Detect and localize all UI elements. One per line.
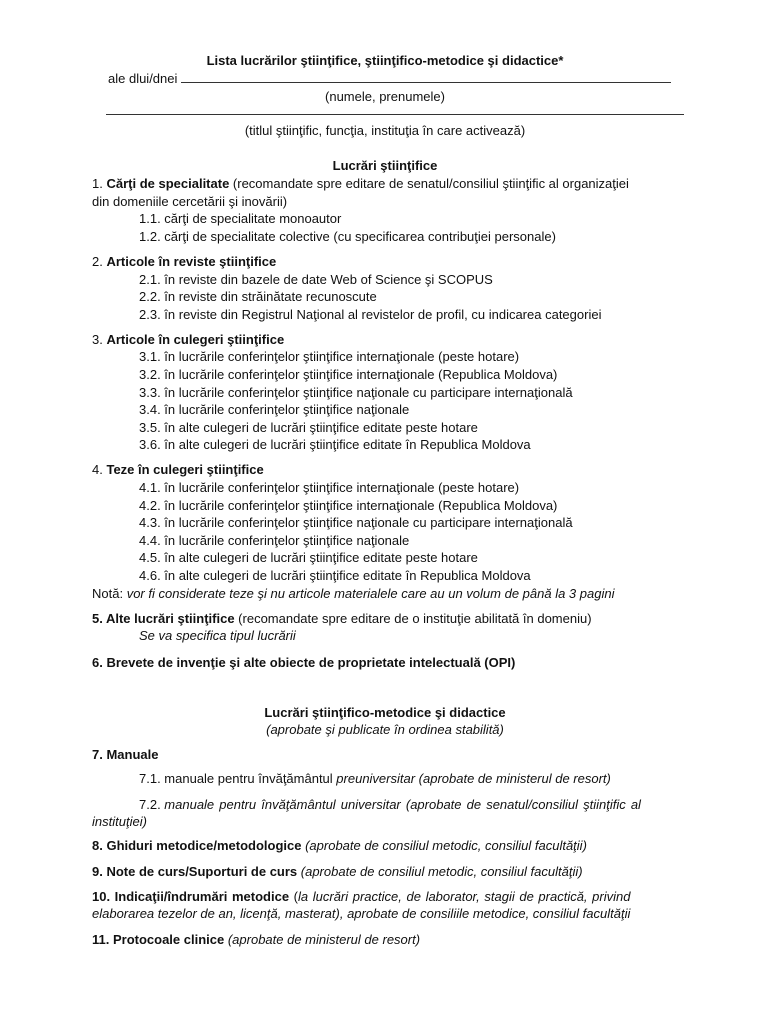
document-title: Lista lucrărilor ştiinţifice, ştiinţifico-metodice şi didactice* (206, 53, 564, 68)
name-caption: (numele, prenumele) (325, 89, 445, 104)
item-2-title: Articole în reviste ştiinţifice (106, 254, 277, 269)
section-heading-methodical: Lucrări ştiinţifico-metodice şi didactice (264, 705, 506, 720)
item-4 (92, 462, 700, 478)
item-9-title: 9. Note de curs/Suporturi de curs (92, 864, 298, 879)
item-4-number: 4. (92, 462, 103, 477)
item-10-title: 10. Indicaţii/îndrumări metodice (92, 889, 290, 904)
item-2-number: 2. (92, 254, 103, 269)
item-8-desc: (aprobate de consiliul metodic, consiliul facultăţii) (301, 838, 587, 853)
item-3-sub-1: 3.1. în lucrările conferinţelor ştiinţifice internaţionale (peste hotare) (139, 349, 520, 364)
item-2-sub-2: 2.2. în reviste din străinătate recunoscute (139, 289, 377, 304)
title-caption: (titlul ştiinţific, funcţia, instituţia în care activează) (244, 123, 526, 138)
name-blank-line (181, 71, 671, 83)
section-subheading-methodical: (aprobate şi publicate în ordinea stabilită) (266, 722, 504, 737)
item-7-sub-2 (139, 797, 698, 813)
item-1-desc: (recomandate spre editare de senatul/consiliul ştiinţific al organizaţiei (229, 176, 629, 191)
item-1-desc-cont: din domeniile cercetării şi inovării) (92, 194, 288, 209)
item-7-sub-1 (139, 771, 730, 787)
name-line (108, 71, 770, 87)
item-4-note (92, 586, 700, 602)
item-4-sub-3: 4.3. în lucrările conferinţelor ştiinţifice naţionale cu participare internaţională (139, 515, 573, 530)
item-1-number: 1. (92, 176, 103, 191)
item-5-title: 5. Alte lucrări ştiinţifice (92, 611, 235, 626)
item-4-title: Teze în culegeri ştiinţifice (106, 462, 264, 477)
name-prefix: ale dlui/dnei (108, 71, 178, 86)
item-5 (92, 611, 700, 627)
item-4-sub-1: 4.1. în lucrările conferinţelor ştiinţifice internaţionale (peste hotare) (139, 480, 520, 495)
item-10 (92, 889, 698, 905)
item-3-sub-6: 3.6. în alte culegeri de lucrări ştiinţifice editate în Republica Moldova (139, 437, 531, 452)
item-2-sub-1: 2.1. în reviste din bazele de date Web of Science şi SCOPUS (139, 272, 493, 287)
item-4-sub-4: 4.4. în lucrările conferinţelor ştiinţifice naţionale (139, 533, 410, 548)
item-4-sub-5: 4.5. în alte culegeri de lucrări ştiinţifice editate peste hotare (139, 550, 478, 565)
item-7-sub-1-plain: 7.1. manuale pentru învăţământul (139, 771, 337, 786)
item-7-title: 7. Manuale (92, 747, 159, 762)
item-5-desc: (recomandate spre editare de o instituţie abilitată în domeniu) (234, 611, 592, 626)
title-blank-line (106, 114, 684, 115)
item-1-sub-2: 1.2. cărţi de specialitate colective (cu specificarea contribuţiei personale) (139, 229, 556, 244)
item-7-sub-1-italic: preuniversitar (aprobate de ministerul de resort) (336, 771, 611, 786)
item-8-title: 8. Ghiduri metodice/metodologice (92, 838, 302, 853)
item-2-sub-3: 2.3. în reviste din Registrul Naţional al revistelor de profil, cu indicarea categoriei (139, 307, 602, 322)
item-3-sub-4: 3.4. în lucrările conferinţelor ştiinţifice naţionale (139, 402, 410, 417)
item-8 (92, 838, 700, 854)
item-3-sub-3: 3.3. în lucrările conferinţelor ştiinţifice naţionale cu participare internaţională (139, 385, 573, 400)
item-10-desc: la lucrări practice, de laborator, stagii de practică, privind (298, 889, 631, 904)
item-9 (92, 864, 700, 880)
item-7-sub-2-italic: manuale pentru învăţământul universitar (aprobate de senatul/consiliul ştiinţific al (164, 797, 641, 812)
item-4-sub-6: 4.6. în alte culegeri de lucrări ştiinţifice editate în Republica Moldova (139, 568, 531, 583)
item-7-sub-2-cont: instituţiei) (92, 814, 147, 829)
item-11-desc: (aprobate de ministerul de resort) (224, 932, 421, 947)
item-11-title: 11. Protocoale clinice (92, 932, 225, 947)
item-2 (92, 254, 700, 270)
item-6-title: 6. Brevete de invenţie şi alte obiecte de proprietate intelectuală (OPI) (92, 655, 516, 670)
item-3 (92, 332, 700, 348)
item-10-paren: ( (289, 889, 299, 904)
note-text: vor fi considerate teze şi nu articole materialele care au un volum de până la 3 pagini (126, 586, 615, 601)
note-label: Notă: (92, 586, 127, 601)
item-4-sub-2: 4.2. în lucrările conferinţelor ştiinţifice internaţionale (Republica Moldova) (139, 498, 558, 513)
item-1-title: Cărţi de specialitate (106, 176, 230, 191)
item-7-sub-2-plain: 7.2. (139, 797, 165, 812)
item-3-sub-5: 3.5. în alte culegeri de lucrări ştiinţifice editate peste hotare (139, 420, 478, 435)
item-10-desc-cont: elaborarea tezelor de an, licenţă, masterat), aprobate de consiliile metodice, consiliul facultăţii (92, 906, 631, 921)
item-1 (92, 176, 700, 192)
section-heading-scientific: Lucrări ştiinţifice (332, 158, 438, 173)
item-3-sub-2: 3.2. în lucrările conferinţelor ştiinţifice internaţionale (Republica Moldova) (139, 367, 558, 382)
item-3-title: Articole în culegeri ştiinţifice (106, 332, 285, 347)
item-5-sub: Se va specifica tipul lucrării (139, 628, 296, 643)
item-9-desc: (aprobate de consiliul metodic, consiliul facultăţii) (297, 864, 583, 879)
item-3-number: 3. (92, 332, 103, 347)
item-11 (92, 932, 700, 948)
item-1-sub-1: 1.1. cărţi de specialitate monoautor (139, 211, 342, 226)
